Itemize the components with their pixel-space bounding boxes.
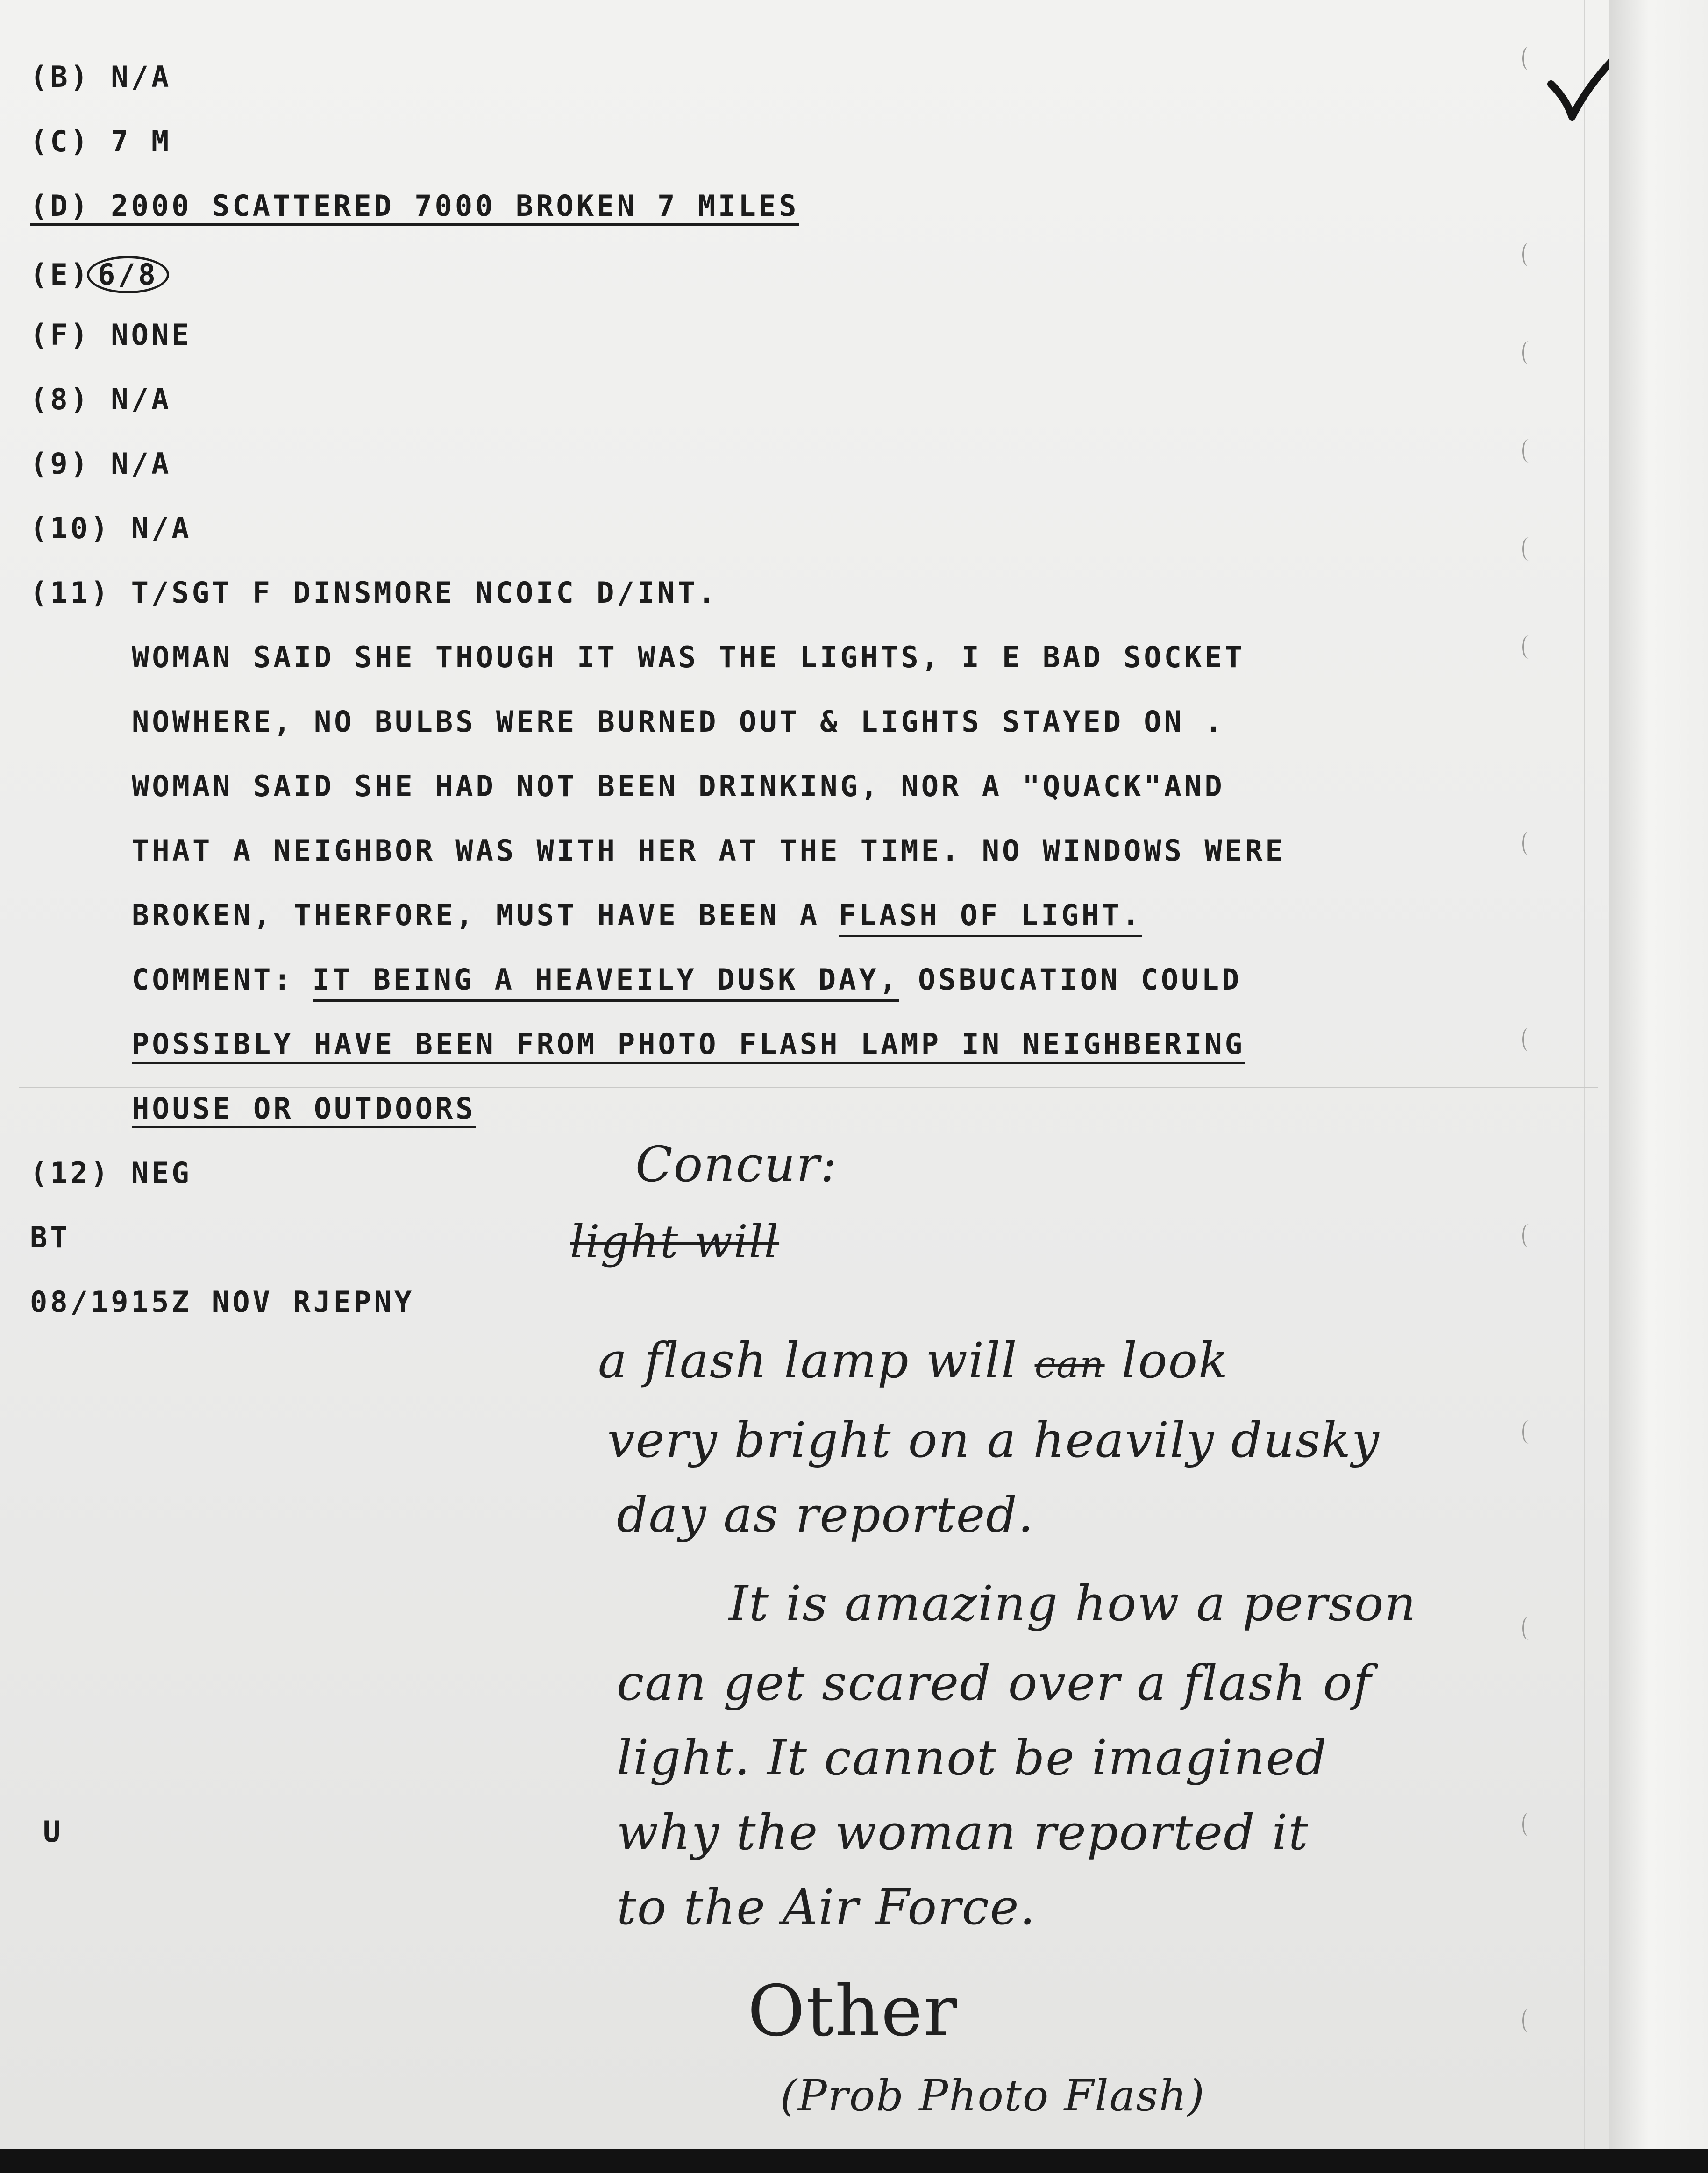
scan-margin-right [1609, 0, 1708, 2173]
item-9: (9) N/A [30, 447, 172, 481]
item-e-circled-value: 6/8 [87, 256, 169, 293]
item-b: (B) N/A [30, 60, 172, 94]
comment-label: COMMENT: [132, 962, 294, 997]
handwritten-note-line: why the woman reported it [617, 1804, 1309, 1861]
item-c: (C) 7 M [30, 124, 172, 158]
punch-hole [1522, 1028, 1535, 1051]
handwritten-note-line: to the Air Force. [617, 1879, 1036, 1936]
punch-hole [1522, 243, 1535, 266]
handwritten-text: look [1121, 1332, 1229, 1389]
punch-hole [1522, 635, 1535, 659]
punch-hole [1522, 1224, 1535, 1247]
margin-mark: U [43, 1815, 64, 1849]
handwritten-text: a flash lamp will [598, 1332, 1018, 1389]
handwritten-note-line: day as reported. [617, 1486, 1034, 1543]
narrative-line: WOMAN SAID SHE HAD NOT BEEN DRINKING, NOR A "QUACK"AND [132, 769, 1225, 803]
item-10: (10) N/A [30, 511, 192, 545]
punch-hole [1522, 439, 1535, 463]
handwritten-concur: Concur: [635, 1136, 838, 1193]
narrative-line-text: BROKEN, THERFORE, MUST HAVE BEEN A [132, 898, 820, 932]
comment-line [132, 962, 1242, 997]
handwritten-note-line: can get scared over a flash of [617, 1654, 1372, 1711]
comment-text: OSBUCATION COULD [918, 962, 1242, 997]
handwritten-struck-word: can [1034, 1343, 1105, 1386]
comment-line: HOUSE OR OUTDOORS [132, 1094, 476, 1128]
punch-hole [1522, 47, 1535, 70]
item-11: (11) T/SGT F DINSMORE NCOIC D/INT. [30, 576, 719, 610]
handwritten-note-line [598, 1332, 1229, 1389]
punch-hole [1522, 1617, 1535, 1640]
handwritten-note-line: light. It cannot be imagined [617, 1729, 1328, 1786]
page-edge-line [1584, 0, 1585, 2149]
punch-hole [1522, 1420, 1535, 1444]
handwritten-note-line: very bright on a heavily dusky [607, 1411, 1380, 1468]
item-e-label: (E) [30, 257, 91, 292]
fold-line [19, 1087, 1598, 1088]
date-time-group: 08/1915Z NOV RJEPNY [30, 1285, 415, 1319]
underlined-phrase: FLASH OF LIGHT. [839, 898, 1142, 937]
break-marker: BT [30, 1220, 71, 1254]
item-e [30, 256, 169, 293]
handwritten-note-line: It is amazing how a person [729, 1575, 1417, 1632]
narrative-line: THAT A NEIGHBOR WAS WITH HER AT THE TIME. NO WINDOWS WERE [132, 834, 1286, 868]
punch-hole [1522, 341, 1535, 364]
underlined-phrase: IT BEING A HEAVEILY DUSK DAY, [313, 962, 900, 1002]
item-d: (D) 2000 SCATTERED 7000 BROKEN 7 MILES [30, 192, 799, 226]
punch-hole [1522, 832, 1535, 855]
handwritten-verdict-note: (Prob Photo Flash) [780, 2071, 1205, 2121]
narrative-line: WOMAN SAID SHE THOUGH IT WAS THE LIGHTS, I E BAD SOCKET [132, 640, 1245, 674]
scan-margin-bottom [0, 2149, 1708, 2173]
item-12: (12) NEG [30, 1156, 192, 1190]
narrative-line [132, 898, 1143, 932]
comment-line: POSSIBLY HAVE BEEN FROM PHOTO FLASH LAMP IN NEIGHBERING [132, 1030, 1245, 1064]
handwritten-struck-text: light will [570, 1216, 780, 1268]
narrative-line: NOWHERE, NO BULBS WERE BURNED OUT & LIGHTS STAYED ON . [132, 705, 1225, 739]
item-8: (8) N/A [30, 382, 172, 416]
punch-hole [1522, 537, 1535, 561]
handwritten-verdict: Other [747, 1971, 958, 2052]
punch-hole [1522, 2009, 1535, 2032]
punch-hole [1522, 1813, 1535, 1836]
item-f: (F) NONE [30, 318, 192, 352]
